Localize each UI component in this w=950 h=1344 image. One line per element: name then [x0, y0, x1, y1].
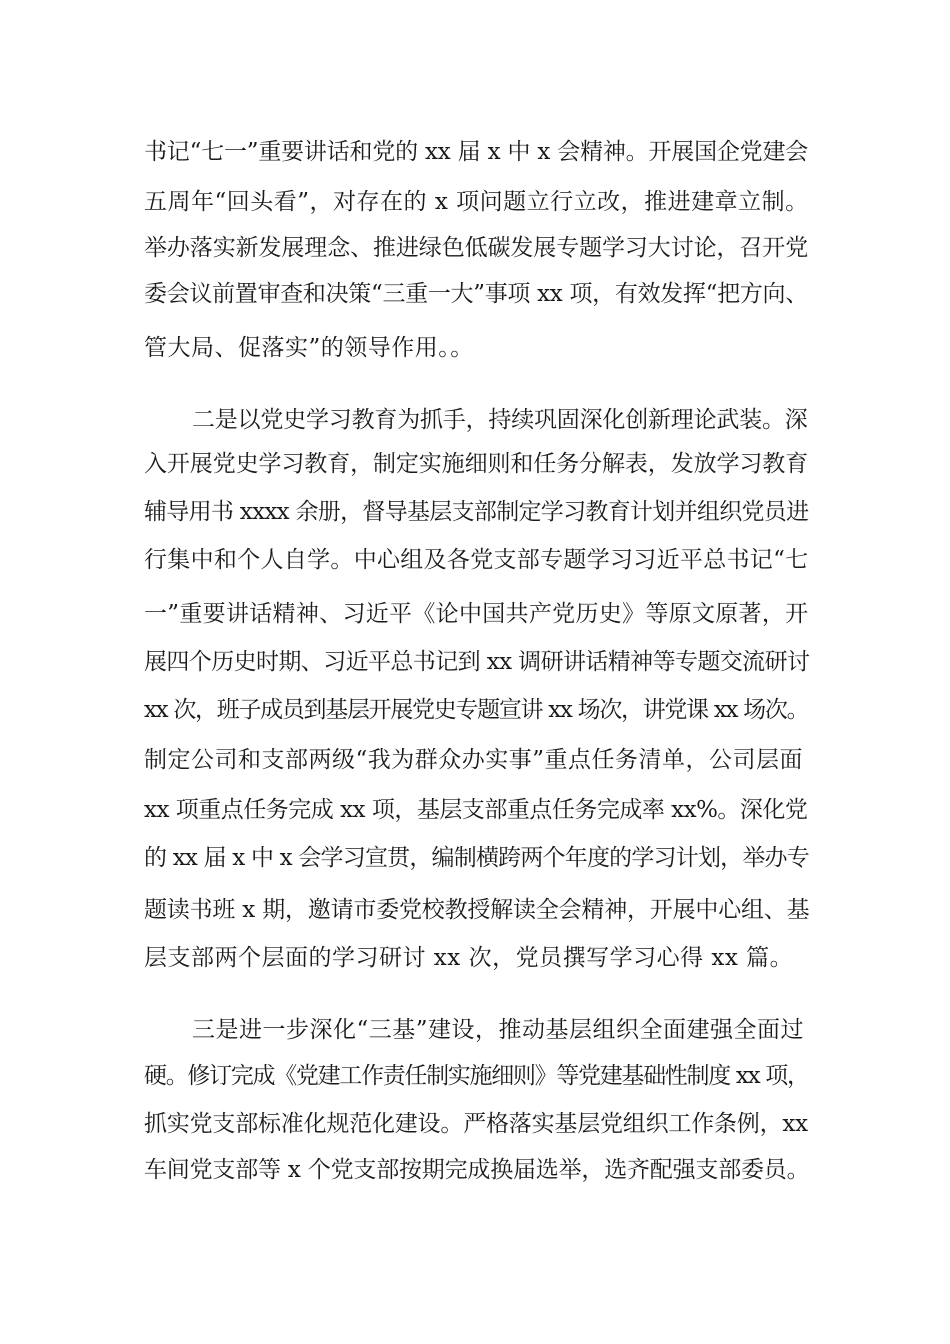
text-line: 制定公司和支部两级“我为群众办实事”重点任务清单，公司层面: [144, 747, 804, 773]
text-line: 委会议前置审查和决策“三重一大”事项 xx 项，有效发挥“把方向、: [144, 281, 808, 307]
text-line: 五周年“回头看”，对存在的 x 项问题立行立改，推进建章立制。: [144, 189, 809, 215]
text-line: xx 次，班子成员到基层开展党史专题宣讲 xx 场次，讲党课 xx 场次。: [144, 697, 809, 723]
text-line: 举办落实新发展理念、推进绿色低碳发展专题学习大讨论，召开党: [144, 235, 809, 261]
text-line: 层支部两个层面的学习研讨 xx 次，党员撰写学习心得 xx 篇。: [144, 945, 794, 971]
text-line: 辅导用书 xxxx 余册，督导基层支部制定学习教育计划并组织党员进: [144, 499, 809, 525]
text-line: 三是进一步深化“三基”建设，推动基层组织全面建强全面过: [192, 1017, 805, 1043]
text-line: 的 xx 届 x 中 x 会学习宣贯，编制横跨两个年度的学习计划，举办专: [144, 845, 809, 871]
text-line: 入开展党史学习教育，制定实施细则和任务分解表，发放学习教育: [144, 451, 809, 477]
text-line: 二是以党史学习教育为抓手，持续巩固深化创新理论武装。深: [192, 407, 808, 433]
text-line: xx 项重点任务完成 xx 项，基层支部重点任务完成率 xx%。深化党: [144, 797, 808, 823]
text-line: 书记“七一”重要讲话和党的 xx 届 x 中 x 会精神。开展国企党建会: [144, 139, 809, 165]
text-line: 行集中和个人自学。中心组及各党支部专题学习习近平总书记“七: [144, 547, 809, 573]
text-line: 管大局、促落实”的领导作用。。: [144, 335, 474, 361]
text-line: 展四个历史时期、习近平总书记到 xx 调研讲话精神等专题交流研讨: [144, 649, 810, 675]
text-line: 抓实党支部标准化规范化建设。严格落实基层党组织工作条例，xx: [144, 1111, 808, 1137]
text-line: 题读书班 x 期，邀请市委党校教授解读全会精神，开展中心组、基: [144, 897, 810, 923]
text-line: 一”重要讲话精神、习近平《论中国共产党历史》等原文原著，开: [144, 601, 809, 627]
text-line: 硬。修订完成《党建工作责任制实施细则》等党建基础性制度 xx 项，: [144, 1063, 809, 1089]
text-line: 车间党支部等 x 个党支部按期完成换届选举，选齐配强支部委员。: [144, 1157, 810, 1183]
